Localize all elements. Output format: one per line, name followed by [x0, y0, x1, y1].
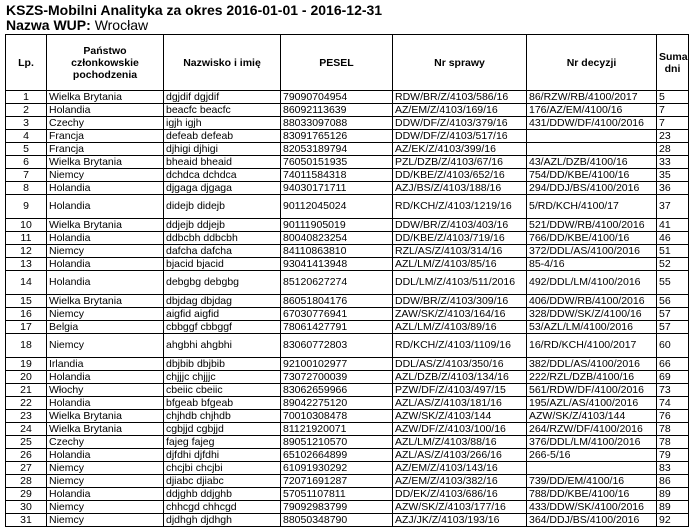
cell-name: djdhgh djdhgh [164, 514, 281, 527]
cell-days-sum: 73 [657, 384, 689, 397]
table-row [6, 410, 689, 423]
table-row [6, 449, 689, 462]
cell-lp: 13 [6, 258, 47, 271]
cell-decision-number: 433/DDW/SK/4100/2016 [527, 501, 657, 514]
table-row [6, 423, 689, 436]
cell-name: dgjdif dgjdif [164, 91, 281, 104]
cell-decision-number: 264/RZW/DF/4100/2016 [527, 423, 657, 436]
table-row [6, 195, 689, 219]
cell-case-number: AZ/EM/Z/4103/143/16 [393, 462, 527, 475]
cell-name: djgaga djgaga [164, 182, 281, 195]
cell-case-number: ZAW/SK/Z/4103/164/16 [393, 308, 527, 321]
cell-country: Niemcy [47, 334, 164, 358]
cell-decision-number: AZW/SK/Z/4103/144 [527, 410, 657, 423]
cell-days-sum: 41 [657, 219, 689, 232]
cell-days-sum: 56 [657, 295, 689, 308]
cell-pesel: 83091765126 [281, 130, 393, 143]
cell-case-number: AZL/DZB/Z/4103/134/16 [393, 371, 527, 384]
cell-lp: 9 [6, 195, 47, 219]
data-table [5, 34, 689, 527]
cell-decision-number: 5/RD/KCH/4100/17 [527, 195, 657, 219]
cell-lp: 11 [6, 232, 47, 245]
cell-lp: 18 [6, 334, 47, 358]
cell-pesel: 57051107811 [281, 488, 393, 501]
cell-decision-number: 43/AZL/DZB/4100/16 [527, 156, 657, 169]
cell-decision-number: 754/DD/KBE/4100/16 [527, 169, 657, 182]
cell-days-sum: 66 [657, 358, 689, 371]
cell-pesel: 84110863810 [281, 245, 393, 258]
col-header-name: Nazwisko i imię [164, 35, 281, 91]
cell-case-number: AZ/EM/Z/4103/382/16 [393, 475, 527, 488]
cell-lp: 12 [6, 245, 47, 258]
cell-name: defeab defeab [164, 130, 281, 143]
cell-decision-number [527, 130, 657, 143]
wup-value: Wrocław [94, 17, 149, 33]
cell-country: Irlandia [47, 358, 164, 371]
cell-name: chjjjc chjjjc [164, 371, 281, 384]
cell-country: Czechy [47, 436, 164, 449]
cell-pesel: 82053189794 [281, 143, 393, 156]
cell-name: djfdhi djfdhi [164, 449, 281, 462]
cell-country: Niemcy [47, 308, 164, 321]
cell-decision-number: 376/DDL/LM/4100/2016 [527, 436, 657, 449]
cell-decision-number: 294/DDJ/BS/4100/2016 [527, 182, 657, 195]
cell-country: Wielka Brytania [47, 156, 164, 169]
cell-pesel: 70010308478 [281, 410, 393, 423]
cell-name: dchdca dchdca [164, 169, 281, 182]
cell-decision-number: 372/DDL/AS/4100/2016 [527, 245, 657, 258]
cell-pesel: 88033097088 [281, 117, 393, 130]
cell-days-sum: 74 [657, 397, 689, 410]
cell-name: dafcha dafcha [164, 245, 281, 258]
cell-name: beacfc beacfc [164, 104, 281, 117]
cell-lp: 28 [6, 475, 47, 488]
table-row [6, 156, 689, 169]
cell-case-number: AZJ/JK/Z/4103/193/16 [393, 514, 527, 527]
cell-days-sum: 33 [657, 156, 689, 169]
cell-days-sum: 52 [657, 258, 689, 271]
cell-decision-number: 561/RDW/DF/4100/2016 [527, 384, 657, 397]
cell-days-sum: 78 [657, 423, 689, 436]
cell-pesel: 89051210570 [281, 436, 393, 449]
cell-days-sum: 69 [657, 371, 689, 384]
cell-name: chhcgd chhcgd [164, 501, 281, 514]
cell-pesel: 89042275120 [281, 397, 393, 410]
cell-country: Francja [47, 143, 164, 156]
cell-country: Holandia [47, 449, 164, 462]
cell-name: bheaid bheaid [164, 156, 281, 169]
cell-lp: 10 [6, 219, 47, 232]
cell-pesel: 94030171711 [281, 182, 393, 195]
cell-lp: 21 [6, 384, 47, 397]
table-row [6, 182, 689, 195]
cell-name: fajeg fajeg [164, 436, 281, 449]
cell-pesel: 83060772803 [281, 334, 393, 358]
cell-case-number: AZL/AS/Z/4103/181/16 [393, 397, 527, 410]
cell-case-number: AZJ/BS/Z/4103/188/16 [393, 182, 527, 195]
cell-lp: 22 [6, 397, 47, 410]
col-header-days-sum: Suma dni [657, 35, 689, 91]
col-header-decision-number: Nr decyzji [527, 35, 657, 91]
table-row [6, 117, 689, 130]
cell-case-number: AZL/LM/Z/4103/85/16 [393, 258, 527, 271]
cell-lp: 2 [6, 104, 47, 117]
table-body [6, 91, 689, 527]
cell-days-sum: 76 [657, 410, 689, 423]
cell-name: ddjghb ddjghb [164, 488, 281, 501]
cell-lp: 7 [6, 169, 47, 182]
cell-country: Francja [47, 130, 164, 143]
cell-case-number: AZW/SK/Z/4103/177/16 [393, 501, 527, 514]
table-row [6, 397, 689, 410]
cell-country: Holandia [47, 232, 164, 245]
cell-case-number: AZW/DF/Z/4103/100/16 [393, 423, 527, 436]
cell-country: Holandia [47, 271, 164, 295]
table-row [6, 232, 689, 245]
cell-lp: 15 [6, 295, 47, 308]
cell-case-number: RD/KCH/Z/4103/1109/16 [393, 334, 527, 358]
cell-pesel: 72071691287 [281, 475, 393, 488]
cell-country: Niemcy [47, 245, 164, 258]
cell-name: djhigi djhigi [164, 143, 281, 156]
table-row [6, 514, 689, 527]
table-row [6, 245, 689, 258]
cell-case-number: PZL/DZB/Z/4103/67/16 [393, 156, 527, 169]
table-row [6, 130, 689, 143]
cell-decision-number: 222/RZL/DZB/4100/16 [527, 371, 657, 384]
table-row [6, 334, 689, 358]
cell-decision-number: 85-4/16 [527, 258, 657, 271]
cell-name: djiabc djiabc [164, 475, 281, 488]
cell-days-sum: 28 [657, 143, 689, 156]
cell-lp: 31 [6, 514, 47, 527]
cell-pesel: 65102664899 [281, 449, 393, 462]
cell-lp: 29 [6, 488, 47, 501]
cell-country: Holandia [47, 397, 164, 410]
cell-case-number: RDW/BR/Z/4103/586/16 [393, 91, 527, 104]
cell-country: Wielka Brytania [47, 295, 164, 308]
cell-case-number: RZL/AS/Z/4103/314/16 [393, 245, 527, 258]
cell-name: aigfid aigfid [164, 308, 281, 321]
cell-name: cgbjjd cgbjjd [164, 423, 281, 436]
cell-lp: 8 [6, 182, 47, 195]
table-row [6, 436, 689, 449]
table-row [6, 308, 689, 321]
cell-country: Wielka Brytania [47, 410, 164, 423]
cell-days-sum: 51 [657, 245, 689, 258]
cell-country: Holandia [47, 195, 164, 219]
cell-case-number: DDW/DF/Z/4103/517/16 [393, 130, 527, 143]
cell-case-number: AZL/LM/Z/4103/88/16 [393, 436, 527, 449]
cell-country: Holandia [47, 488, 164, 501]
cell-name: bfgeab bfgeab [164, 397, 281, 410]
table-row [6, 501, 689, 514]
cell-pesel: 67030776941 [281, 308, 393, 321]
table-row [6, 169, 689, 182]
cell-pesel: 76050151935 [281, 156, 393, 169]
cell-pesel: 90112045024 [281, 195, 393, 219]
cell-days-sum: 60 [657, 334, 689, 358]
cell-decision-number: 431/DDW/DF/4100/2016 [527, 117, 657, 130]
table-row [6, 475, 689, 488]
cell-country: Holandia [47, 104, 164, 117]
cell-decision-number: 176/AZ/EM/4100/16 [527, 104, 657, 117]
cell-name: didejb didejb [164, 195, 281, 219]
cell-name: dbjbib dbjbib [164, 358, 281, 371]
table-row [6, 271, 689, 295]
cell-name: ddjejb ddjejb [164, 219, 281, 232]
cell-country: Włochy [47, 384, 164, 397]
cell-days-sum: 57 [657, 321, 689, 334]
cell-pesel: 86092113639 [281, 104, 393, 117]
cell-pesel: 79090704954 [281, 91, 393, 104]
cell-days-sum: 79 [657, 449, 689, 462]
cell-days-sum: 55 [657, 271, 689, 295]
cell-case-number: DDW/BR/Z/4103/309/16 [393, 295, 527, 308]
col-header-country: Państwo członkowskie pochodzenia [47, 35, 164, 91]
cell-case-number: AZ/EK/Z/4103/399/16 [393, 143, 527, 156]
cell-days-sum: 37 [657, 195, 689, 219]
cell-case-number: AZL/LM/Z/4103/89/16 [393, 321, 527, 334]
cell-days-sum: 78 [657, 436, 689, 449]
table-row [6, 104, 689, 117]
cell-decision-number: 492/DDL/LM/4100/2016 [527, 271, 657, 295]
col-header-pesel: PESEL [281, 35, 393, 91]
cell-country: Niemcy [47, 169, 164, 182]
cell-lp: 25 [6, 436, 47, 449]
cell-name: bjacid bjacid [164, 258, 281, 271]
cell-lp: 6 [6, 156, 47, 169]
cell-pesel: 88050348790 [281, 514, 393, 527]
cell-name: chjhdb chjhdb [164, 410, 281, 423]
cell-pesel: 78061427791 [281, 321, 393, 334]
cell-days-sum: 7 [657, 117, 689, 130]
cell-days-sum: 35 [657, 169, 689, 182]
cell-pesel: 61091930292 [281, 462, 393, 475]
cell-days-sum: 36 [657, 182, 689, 195]
cell-pesel: 86051804176 [281, 295, 393, 308]
cell-case-number: DD/KBE/Z/4103/719/16 [393, 232, 527, 245]
cell-lp: 16 [6, 308, 47, 321]
cell-days-sum: 83 [657, 462, 689, 475]
cell-country: Niemcy [47, 462, 164, 475]
cell-days-sum: 46 [657, 232, 689, 245]
cell-decision-number: 739/DD/EM/4100/16 [527, 475, 657, 488]
table-row [6, 143, 689, 156]
cell-lp: 27 [6, 462, 47, 475]
cell-pesel: 74011584318 [281, 169, 393, 182]
cell-days-sum: 7 [657, 104, 689, 117]
cell-country: Niemcy [47, 501, 164, 514]
cell-lp: 30 [6, 501, 47, 514]
cell-country: Holandia [47, 371, 164, 384]
cell-decision-number: 766/DD/KBE/4100/16 [527, 232, 657, 245]
cell-lp: 14 [6, 271, 47, 295]
report-subtitle [6, 17, 148, 33]
cell-days-sum: 57 [657, 308, 689, 321]
cell-decision-number: 328/DDW/SK/Z/4100/16 [527, 308, 657, 321]
cell-decision-number: 788/DD/KBE/4100/16 [527, 488, 657, 501]
table-row [6, 384, 689, 397]
table-row [6, 321, 689, 334]
col-header-lp: Lp. [6, 35, 47, 91]
table-row [6, 488, 689, 501]
cell-name: cbbggf cbbggf [164, 321, 281, 334]
cell-name: chcjbi chcjbi [164, 462, 281, 475]
cell-decision-number: 521/DDW/RB/4100/2016 [527, 219, 657, 232]
cell-case-number: AZ/EM/Z/4103/169/16 [393, 104, 527, 117]
cell-decision-number: 406/DDW/RB/4100/2016 [527, 295, 657, 308]
table-row [6, 462, 689, 475]
cell-decision-number: 266-5/16 [527, 449, 657, 462]
cell-name: debgbg debgbg [164, 271, 281, 295]
cell-case-number: DD/KBE/Z/4103/652/16 [393, 169, 527, 182]
table-row [6, 295, 689, 308]
cell-pesel: 73072700039 [281, 371, 393, 384]
col-header-case-number: Nr sprawy [393, 35, 527, 91]
cell-pesel: 93041413948 [281, 258, 393, 271]
cell-country: Niemcy [47, 475, 164, 488]
cell-decision-number [527, 462, 657, 475]
cell-case-number: RD/KCH/Z/4103/1219/16 [393, 195, 527, 219]
cell-name: igjh igjh [164, 117, 281, 130]
cell-country: Belgia [47, 321, 164, 334]
cell-lp: 17 [6, 321, 47, 334]
cell-lp: 24 [6, 423, 47, 436]
cell-country: Wielka Brytania [47, 219, 164, 232]
cell-case-number: PZW/DF/Z/4103/497/15 [393, 384, 527, 397]
cell-decision-number: 382/DDL/AS/4100/2016 [527, 358, 657, 371]
cell-case-number: DD/EK/Z/4103/686/16 [393, 488, 527, 501]
cell-country: Holandia [47, 182, 164, 195]
cell-days-sum: 86 [657, 475, 689, 488]
cell-days-sum: 5 [657, 91, 689, 104]
cell-pesel: 85120627274 [281, 271, 393, 295]
wup-label: Nazwa WUP: [6, 17, 91, 33]
cell-country: Wielka Brytania [47, 423, 164, 436]
cell-decision-number: 364/DDJ/BS/4100/2016 [527, 514, 657, 527]
cell-case-number: DDW/DF/Z/4103/379/16 [393, 117, 527, 130]
cell-days-sum: 23 [657, 130, 689, 143]
cell-country: Niemcy [47, 514, 164, 527]
table-row [6, 371, 689, 384]
cell-country: Wielka Brytania [47, 91, 164, 104]
cell-lp: 19 [6, 358, 47, 371]
cell-case-number: DDL/AS/Z/4103/350/16 [393, 358, 527, 371]
cell-country: Czechy [47, 117, 164, 130]
cell-name: ahgbhi ahgbhi [164, 334, 281, 358]
cell-lp: 23 [6, 410, 47, 423]
cell-name: ddbcbh ddbcbh [164, 232, 281, 245]
table-row [6, 358, 689, 371]
cell-days-sum: 92 [657, 514, 689, 527]
table-row [6, 219, 689, 232]
cell-decision-number: 86/RZW/RB/4100/2017 [527, 91, 657, 104]
cell-decision-number: 195/AZL/AS/4100/2016 [527, 397, 657, 410]
cell-lp: 20 [6, 371, 47, 384]
cell-lp: 5 [6, 143, 47, 156]
cell-decision-number: 16/RD/KCH/4100/2017 [527, 334, 657, 358]
cell-name: cbeiic cbeiic [164, 384, 281, 397]
cell-pesel: 90111905019 [281, 219, 393, 232]
cell-decision-number: 53/AZL/LM/4100/2016 [527, 321, 657, 334]
cell-decision-number [527, 143, 657, 156]
cell-case-number: AZL/AS/Z/4103/266/16 [393, 449, 527, 462]
cell-country: Holandia [47, 258, 164, 271]
table-header-row [6, 35, 689, 91]
report-title: KSZS-Mobilni Analityka za okres 2016-01-01 - 2016-12-31 [6, 2, 383, 18]
cell-pesel: 79092983799 [281, 501, 393, 514]
cell-name: dbjdag dbjdag [164, 295, 281, 308]
cell-pesel: 83062659966 [281, 384, 393, 397]
cell-case-number: DDL/LM/Z/4103/511/2016 [393, 271, 527, 295]
cell-case-number: AZW/SK/Z/4103/144 [393, 410, 527, 423]
cell-days-sum: 89 [657, 488, 689, 501]
cell-lp: 4 [6, 130, 47, 143]
table-row [6, 91, 689, 104]
cell-lp: 1 [6, 91, 47, 104]
cell-days-sum: 89 [657, 501, 689, 514]
cell-pesel: 81121920071 [281, 423, 393, 436]
cell-case-number: DDW/BR/Z/4103/403/16 [393, 219, 527, 232]
cell-lp: 3 [6, 117, 47, 130]
table-row [6, 258, 689, 271]
cell-pesel: 80040823254 [281, 232, 393, 245]
cell-pesel: 92100102977 [281, 358, 393, 371]
cell-lp: 26 [6, 449, 47, 462]
